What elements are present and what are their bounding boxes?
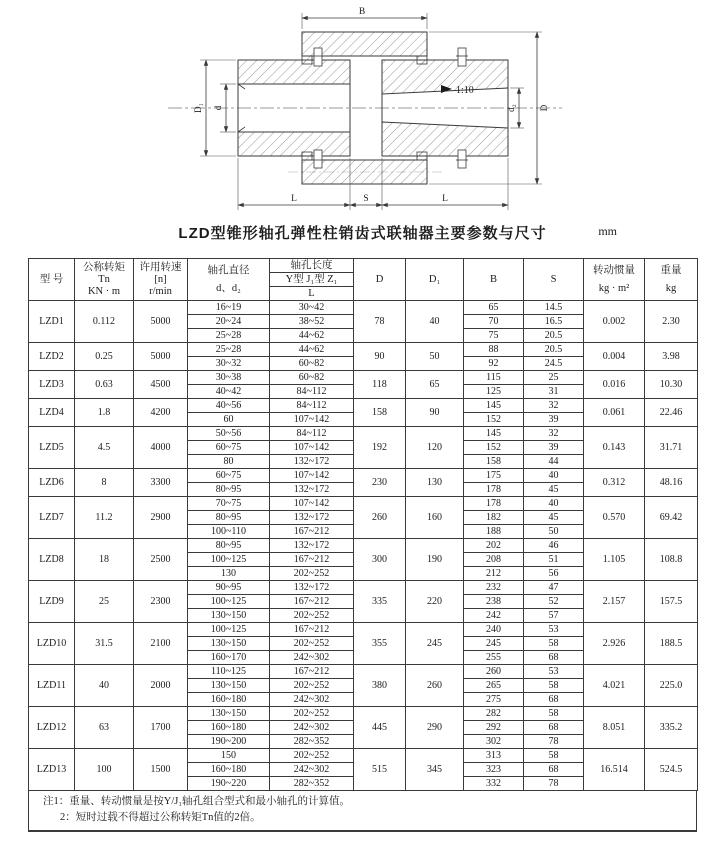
cell-inertia: 2.157 xyxy=(584,581,645,623)
cell-bore-diameter: 30~32 xyxy=(188,357,270,371)
cell-bore-length: 84~112 xyxy=(270,399,354,413)
header-weight xyxy=(645,259,698,301)
cell-B: 313 xyxy=(464,749,524,763)
cell-model: LZD1 xyxy=(29,301,75,343)
cell-D1: 345 xyxy=(406,749,464,791)
cell-S: 50 xyxy=(524,525,584,539)
cell-bore-length: 44~62 xyxy=(270,329,354,343)
header-D1: D₁ xyxy=(406,259,464,301)
cell-bore-length: 38~52 xyxy=(270,315,354,329)
cell-inertia: 2.926 xyxy=(584,623,645,665)
cell-bore-diameter: 30~38 xyxy=(188,371,270,385)
cell-bore-diameter: 70~75 xyxy=(188,497,270,511)
cell-S: 39 xyxy=(524,413,584,427)
cell-D: 300 xyxy=(354,539,406,581)
cell-weight: 31.71 xyxy=(645,427,698,469)
cell-bore-diameter: 100~125 xyxy=(188,553,270,567)
cell-B: 178 xyxy=(464,497,524,511)
cell-D: 192 xyxy=(354,427,406,469)
cell-bore-length: 132~172 xyxy=(270,483,354,497)
table-row xyxy=(29,665,698,679)
cell-bore-diameter: 90~95 xyxy=(188,581,270,595)
cell-bore-length: 242~302 xyxy=(270,763,354,777)
cell-torque: 25 xyxy=(75,581,134,623)
header-speed-l1: 许用转速 xyxy=(139,261,182,273)
cell-D1: 220 xyxy=(406,581,464,623)
spec-table xyxy=(28,258,698,791)
cell-S: 31 xyxy=(524,385,584,399)
cell-bore-length: 132~172 xyxy=(270,581,354,595)
cell-B: 152 xyxy=(464,413,524,427)
cell-bore-length: 282~352 xyxy=(270,777,354,791)
cell-D1: 160 xyxy=(406,497,464,539)
header-bore-dia-l1: 轴孔直径 xyxy=(207,264,250,276)
cell-inertia: 1.105 xyxy=(584,539,645,581)
cell-B: 145 xyxy=(464,399,524,413)
cell-model: LZD5 xyxy=(29,427,75,469)
header-torque xyxy=(75,259,134,301)
table-row xyxy=(29,427,698,441)
cell-model: LZD2 xyxy=(29,343,75,371)
header-weight-l1: 重量 xyxy=(660,264,682,276)
cell-S: 16.5 xyxy=(524,315,584,329)
cell-bore-length: 84~112 xyxy=(270,427,354,441)
cell-bore-diameter: 130~150 xyxy=(188,707,270,721)
cell-torque: 11.2 xyxy=(75,497,134,539)
cell-D: 158 xyxy=(354,399,406,427)
cell-bore-length: 132~172 xyxy=(270,455,354,469)
cell-S: 78 xyxy=(524,735,584,749)
cell-B: 208 xyxy=(464,553,524,567)
cell-bore-length: 242~302 xyxy=(270,651,354,665)
cell-D: 78 xyxy=(354,301,406,343)
cell-S: 24.5 xyxy=(524,357,584,371)
cell-model: LZD3 xyxy=(29,371,75,399)
header-inertia-l1: 转动惯量 xyxy=(593,264,635,276)
cell-bore-diameter: 80~95 xyxy=(188,539,270,553)
cell-bore-diameter: 25~28 xyxy=(188,329,270,343)
page-title: LZD型锥形轴孔弹性柱销齿式联轴器主要参数与尺寸 xyxy=(178,225,547,242)
cell-B: 175 xyxy=(464,469,524,483)
cell-B: 115 xyxy=(464,371,524,385)
table-row xyxy=(29,749,698,763)
cell-inertia: 0.312 xyxy=(584,469,645,497)
header-torque-l3: KN · m xyxy=(87,285,121,297)
cell-speed: 5000 xyxy=(134,343,188,371)
cell-S: 47 xyxy=(524,581,584,595)
cell-bore-diameter: 130 xyxy=(188,567,270,581)
left-hub-upper xyxy=(238,60,350,84)
cell-bore-length: 202~252 xyxy=(270,679,354,693)
cell-D: 445 xyxy=(354,707,406,749)
cell-bore-length: 167~212 xyxy=(270,623,354,637)
table-row xyxy=(29,343,698,357)
cell-B: 145 xyxy=(464,427,524,441)
table-row xyxy=(29,707,698,721)
unit-label: mm xyxy=(598,224,617,238)
cell-weight: 69.42 xyxy=(645,497,698,539)
cell-inertia: 0.004 xyxy=(584,343,645,371)
header-speed xyxy=(134,259,188,301)
cell-weight: 108.8 xyxy=(645,539,698,581)
cell-bore-length: 107~142 xyxy=(270,413,354,427)
cell-bore-length: 107~142 xyxy=(270,497,354,511)
cell-bore-diameter: 60 xyxy=(188,413,270,427)
cell-B: 158 xyxy=(464,455,524,469)
cell-bore-diameter: 190~220 xyxy=(188,777,270,791)
cell-bore-length: 132~172 xyxy=(270,539,354,553)
cell-bore-length: 242~302 xyxy=(270,721,354,735)
cell-bore-length: 84~112 xyxy=(270,385,354,399)
cell-inertia: 8.051 xyxy=(584,707,645,749)
cell-bore-length: 107~142 xyxy=(270,469,354,483)
dim-L-left-label: L xyxy=(291,194,297,204)
cell-speed: 2500 xyxy=(134,539,188,581)
table-row xyxy=(29,497,698,511)
cell-bore-length: 202~252 xyxy=(270,609,354,623)
cell-S: 40 xyxy=(524,469,584,483)
cell-speed: 2100 xyxy=(134,623,188,665)
cell-speed: 1700 xyxy=(134,707,188,749)
cell-B: 275 xyxy=(464,693,524,707)
cell-B: 265 xyxy=(464,679,524,693)
cell-bore-diameter: 150 xyxy=(188,749,270,763)
cell-bore-diameter: 60~75 xyxy=(188,441,270,455)
cell-S: 68 xyxy=(524,763,584,777)
cell-model: LZD8 xyxy=(29,539,75,581)
cell-speed: 2900 xyxy=(134,497,188,539)
cell-D1: 190 xyxy=(406,539,464,581)
cell-D1: 130 xyxy=(406,469,464,497)
cell-S: 32 xyxy=(524,427,584,441)
header-speed-l3: r/min xyxy=(149,285,172,297)
cell-torque: 18 xyxy=(75,539,134,581)
table-row xyxy=(29,469,698,483)
note-1: 注1：重量、转动惯量是按Y/J₁轴孔组合型式和最小轴孔的计算值。 xyxy=(43,796,350,807)
cell-bore-diameter: 160~180 xyxy=(188,693,270,707)
cell-model: LZD13 xyxy=(29,749,75,791)
cell-S: 46 xyxy=(524,539,584,553)
header-B: B xyxy=(464,259,524,301)
cell-bore-diameter: 60~75 xyxy=(188,469,270,483)
cell-D: 260 xyxy=(354,497,406,539)
cell-weight: 188.5 xyxy=(645,623,698,665)
cell-bore-diameter: 110~125 xyxy=(188,665,270,679)
cell-model: LZD12 xyxy=(29,707,75,749)
cell-bore-length: 202~252 xyxy=(270,567,354,581)
cell-inertia: 4.021 xyxy=(584,665,645,707)
cell-D: 90 xyxy=(354,343,406,371)
cell-D1: 260 xyxy=(406,665,464,707)
cell-B: 182 xyxy=(464,511,524,525)
cell-B: 323 xyxy=(464,763,524,777)
cell-bore-length: 132~172 xyxy=(270,511,354,525)
cell-S: 68 xyxy=(524,721,584,735)
cell-inertia: 0.143 xyxy=(584,427,645,469)
cell-S: 68 xyxy=(524,693,584,707)
cell-torque: 31.5 xyxy=(75,623,134,665)
cell-weight: 10.30 xyxy=(645,371,698,399)
cell-S: 78 xyxy=(524,777,584,791)
cell-weight: 22.46 xyxy=(645,399,698,427)
cell-D1: 245 xyxy=(406,623,464,665)
cell-S: 58 xyxy=(524,707,584,721)
note-2: 2：短时过载不得超过公称转矩Tn值的2倍。 xyxy=(60,812,261,823)
cell-bore-length: 242~302 xyxy=(270,693,354,707)
cell-speed: 4500 xyxy=(134,371,188,399)
header-bore-length-L: L xyxy=(270,287,354,301)
cell-bore-length: 282~352 xyxy=(270,735,354,749)
cell-torque: 0.112 xyxy=(75,301,134,343)
cell-bore-diameter: 80 xyxy=(188,455,270,469)
cell-model: LZD4 xyxy=(29,399,75,427)
dim-S-label: S xyxy=(363,194,369,204)
cell-bore-diameter: 130~150 xyxy=(188,637,270,651)
cell-bore-diameter: 100~125 xyxy=(188,623,270,637)
cell-speed: 3300 xyxy=(134,469,188,497)
cell-weight: 524.5 xyxy=(645,749,698,791)
cell-S: 53 xyxy=(524,623,584,637)
dim-B-label: B xyxy=(358,7,366,17)
cell-torque: 4.5 xyxy=(75,427,134,469)
cell-bore-diameter: 160~180 xyxy=(188,721,270,735)
cell-bore-length: 167~212 xyxy=(270,595,354,609)
cell-model: LZD11 xyxy=(29,665,75,707)
cell-bore-diameter: 130~150 xyxy=(188,609,270,623)
cell-B: 255 xyxy=(464,651,524,665)
cell-S: 20.5 xyxy=(524,343,584,357)
cell-bore-diameter: 40~56 xyxy=(188,399,270,413)
cell-S: 57 xyxy=(524,609,584,623)
table-row xyxy=(29,301,698,315)
cell-B: 260 xyxy=(464,665,524,679)
cell-B: 232 xyxy=(464,581,524,595)
cell-model: LZD7 xyxy=(29,497,75,539)
cell-B: 240 xyxy=(464,623,524,637)
table-row xyxy=(29,371,698,385)
cell-weight: 335.2 xyxy=(645,707,698,749)
cell-bore-length: 202~252 xyxy=(270,707,354,721)
cell-inertia: 16.514 xyxy=(584,749,645,791)
cell-S: 51 xyxy=(524,553,584,567)
drawing-area xyxy=(0,0,725,218)
cell-B: 152 xyxy=(464,441,524,455)
header-speed-l2: [n] xyxy=(154,273,167,285)
cell-model: LZD10 xyxy=(29,623,75,665)
header-torque-l2: Tn xyxy=(98,273,110,285)
header-S: S xyxy=(524,259,584,301)
cell-D: 230 xyxy=(354,469,406,497)
table-row xyxy=(29,581,698,595)
cell-bore-length: 60~82 xyxy=(270,371,354,385)
cell-speed: 4000 xyxy=(134,427,188,469)
cell-speed: 4200 xyxy=(134,399,188,427)
table-row xyxy=(29,623,698,637)
cell-torque: 100 xyxy=(75,749,134,791)
cell-D1: 65 xyxy=(406,371,464,399)
cell-S: 68 xyxy=(524,651,584,665)
cell-weight: 48.16 xyxy=(645,469,698,497)
header-weight-l2: kg xyxy=(665,282,677,294)
table-body xyxy=(29,301,698,791)
cell-D: 515 xyxy=(354,749,406,791)
cell-S: 58 xyxy=(524,679,584,693)
cell-torque: 8 xyxy=(75,469,134,497)
cell-bore-diameter: 80~95 xyxy=(188,483,270,497)
cell-S: 39 xyxy=(524,441,584,455)
spec-table-wrap xyxy=(28,258,697,832)
cell-B: 178 xyxy=(464,483,524,497)
header-bore-diameter xyxy=(188,259,270,301)
cell-torque: 0.25 xyxy=(75,343,134,371)
cell-S: 45 xyxy=(524,483,584,497)
dim-L-right-label: L xyxy=(442,194,448,204)
cell-D1: 50 xyxy=(406,343,464,371)
cell-B: 292 xyxy=(464,721,524,735)
header-bore-length-types: Y型 J₁型 Z₁ xyxy=(270,273,354,287)
cell-B: 88 xyxy=(464,343,524,357)
cell-B: 242 xyxy=(464,609,524,623)
cell-inertia: 0.061 xyxy=(584,399,645,427)
dim-D1-label: D₁ xyxy=(193,103,203,113)
cell-inertia: 0.570 xyxy=(584,497,645,539)
dim-D-label: D xyxy=(539,104,549,112)
cell-B: 70 xyxy=(464,315,524,329)
cell-S: 56 xyxy=(524,567,584,581)
cell-D: 355 xyxy=(354,623,406,665)
cell-model: LZD6 xyxy=(29,469,75,497)
cell-bore-length: 167~212 xyxy=(270,553,354,567)
cell-bore-diameter: 190~200 xyxy=(188,735,270,749)
cell-D: 118 xyxy=(354,371,406,399)
cell-bore-diameter: 20~24 xyxy=(188,315,270,329)
cell-bore-diameter: 16~19 xyxy=(188,301,270,315)
cell-bore-diameter: 100~110 xyxy=(188,525,270,539)
cell-bore-diameter: 80~95 xyxy=(188,511,270,525)
cell-S: 32 xyxy=(524,399,584,413)
cell-bore-length: 107~142 xyxy=(270,441,354,455)
cell-bore-length: 167~212 xyxy=(270,525,354,539)
left-hub-lower xyxy=(238,132,350,156)
cell-weight: 2.30 xyxy=(645,301,698,343)
cell-S: 58 xyxy=(524,637,584,651)
cell-B: 75 xyxy=(464,329,524,343)
dim-d-label: d xyxy=(213,105,223,111)
cell-B: 245 xyxy=(464,637,524,651)
cell-B: 65 xyxy=(464,301,524,315)
cell-torque: 40 xyxy=(75,665,134,707)
header-inertia-l2: kg · m² xyxy=(598,282,630,294)
cell-S: 25 xyxy=(524,371,584,385)
cell-B: 238 xyxy=(464,595,524,609)
cell-B: 302 xyxy=(464,735,524,749)
cell-B: 282 xyxy=(464,707,524,721)
cell-bore-length: 44~62 xyxy=(270,343,354,357)
cell-weight: 225.0 xyxy=(645,665,698,707)
cell-bore-length: 30~42 xyxy=(270,301,354,315)
cell-bore-length: 60~82 xyxy=(270,357,354,371)
table-row xyxy=(29,539,698,553)
cell-bore-diameter: 160~170 xyxy=(188,651,270,665)
title-bar xyxy=(0,222,725,248)
table-notes xyxy=(28,791,697,832)
table-row xyxy=(29,399,698,413)
cell-D1: 90 xyxy=(406,399,464,427)
cell-bore-diameter: 100~125 xyxy=(188,595,270,609)
header-model: 型 号 xyxy=(29,259,75,301)
cell-weight: 157.5 xyxy=(645,581,698,623)
cell-torque: 0.63 xyxy=(75,371,134,399)
coupling-cross-section-drawing xyxy=(0,0,725,218)
cell-bore-diameter: 50~56 xyxy=(188,427,270,441)
cell-S: 44 xyxy=(524,455,584,469)
cell-bore-length: 202~252 xyxy=(270,749,354,763)
cell-torque: 63 xyxy=(75,707,134,749)
cell-bore-diameter: 25~28 xyxy=(188,343,270,357)
cell-S: 40 xyxy=(524,497,584,511)
cell-D: 335 xyxy=(354,581,406,623)
cell-B: 92 xyxy=(464,357,524,371)
header-bore-dia-l2: d、d₂ xyxy=(216,282,241,294)
header-bore-length: 轴孔长度 xyxy=(270,259,354,273)
header-D: D xyxy=(354,259,406,301)
cell-speed: 5000 xyxy=(134,301,188,343)
right-hub-lower xyxy=(382,122,508,156)
cell-D1: 290 xyxy=(406,707,464,749)
header-inertia xyxy=(584,259,645,301)
cell-bore-diameter: 40~42 xyxy=(188,385,270,399)
cell-S: 20.5 xyxy=(524,329,584,343)
cell-B: 188 xyxy=(464,525,524,539)
cell-inertia: 0.016 xyxy=(584,371,645,399)
dim-d2-label: d₂ xyxy=(506,104,516,112)
cell-speed: 1500 xyxy=(134,749,188,791)
cell-B: 212 xyxy=(464,567,524,581)
cell-torque: 1.8 xyxy=(75,399,134,427)
cell-D1: 40 xyxy=(406,301,464,343)
cell-S: 14.5 xyxy=(524,301,584,315)
cell-bore-length: 167~212 xyxy=(270,665,354,679)
header-torque-l1: 公称转矩 xyxy=(83,261,125,273)
cell-bore-length: 202~252 xyxy=(270,637,354,651)
cell-S: 52 xyxy=(524,595,584,609)
cell-bore-diameter: 130~150 xyxy=(188,679,270,693)
cell-S: 45 xyxy=(524,511,584,525)
cell-bore-diameter: 160~180 xyxy=(188,763,270,777)
cell-D1: 120 xyxy=(406,427,464,469)
svg-text:1:10: 1:10 xyxy=(456,85,474,96)
cell-S: 58 xyxy=(524,749,584,763)
cell-speed: 2300 xyxy=(134,581,188,623)
cell-weight: 3.98 xyxy=(645,343,698,371)
cell-model: LZD9 xyxy=(29,581,75,623)
cell-B: 125 xyxy=(464,385,524,399)
cell-B: 202 xyxy=(464,539,524,553)
cell-speed: 2000 xyxy=(134,665,188,707)
cell-S: 53 xyxy=(524,665,584,679)
cell-B: 332 xyxy=(464,777,524,791)
cell-inertia: 0.002 xyxy=(584,301,645,343)
cell-D: 380 xyxy=(354,665,406,707)
